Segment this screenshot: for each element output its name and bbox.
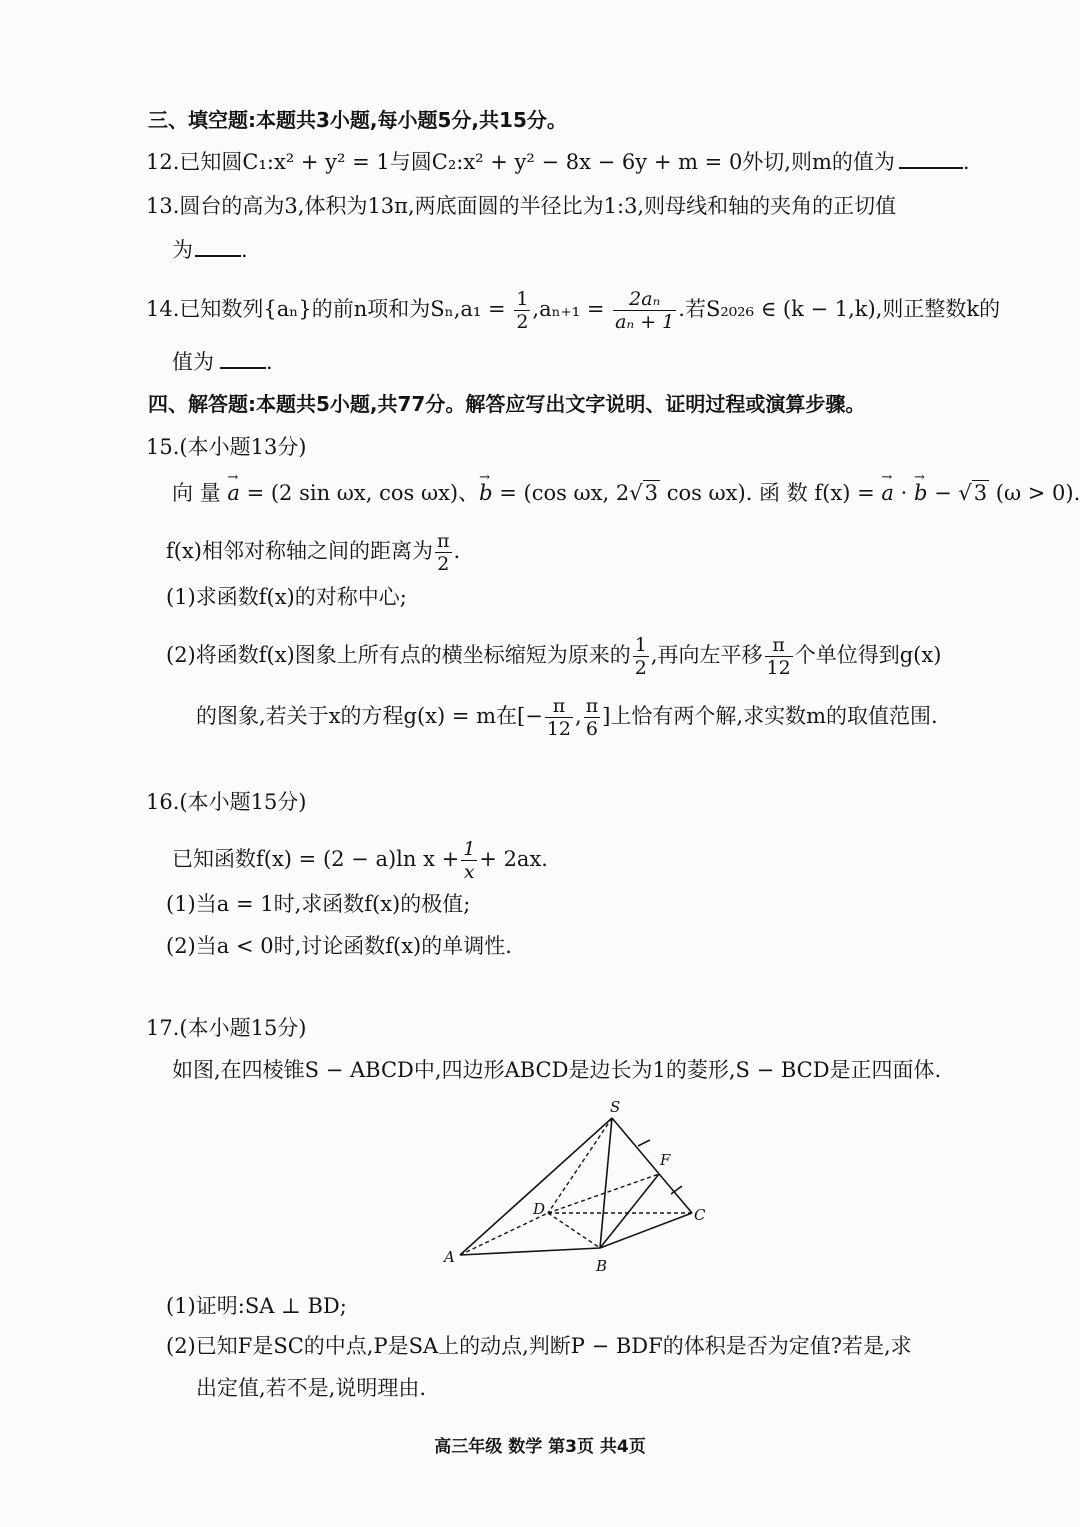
tick-mark bbox=[638, 1140, 650, 1146]
question-17-part1: (1)证明:SA ⊥ BD; bbox=[166, 1294, 347, 1318]
edge-SA bbox=[460, 1118, 612, 1255]
question-15-heading: 15.(本小题13分) bbox=[146, 435, 307, 459]
question-text: (2)将函数f(x)图象上所有点的横坐标缩短为原来的 bbox=[166, 643, 631, 667]
dot-operator: · bbox=[893, 481, 914, 505]
question-15-part2 bbox=[166, 634, 941, 679]
denominator: 2 bbox=[634, 657, 647, 679]
question-text: . bbox=[453, 539, 461, 563]
question-text: .若S₂₀₂₆ ∈ (k − 1,k),则正整数k的 bbox=[678, 297, 1001, 321]
question-text: + 2ax. bbox=[479, 847, 548, 871]
question-text: 的图象,若关于x的方程g(x) = m在[− bbox=[196, 704, 543, 728]
fraction-pi-over-6 bbox=[584, 695, 601, 740]
answer-blank bbox=[899, 149, 963, 169]
numerator: 1 bbox=[634, 634, 647, 656]
question-14-line2 bbox=[172, 348, 273, 376]
question-text: ,aₙ₊₁ = bbox=[532, 297, 605, 321]
denominator: 6 bbox=[585, 718, 599, 740]
question-text: , bbox=[575, 704, 582, 728]
question-17-heading: 17.(本小题15分) bbox=[146, 1016, 307, 1040]
question-15-part2-line2 bbox=[196, 695, 938, 740]
radicand: 3 bbox=[973, 481, 988, 505]
denominator: 12 bbox=[766, 657, 791, 679]
numerator: π bbox=[545, 695, 573, 718]
question-text: cos ωx). 函 数 f(x) = bbox=[660, 481, 875, 505]
period: . bbox=[962, 150, 970, 174]
section-answer-heading: 四、解答题:本题共5小题,共77分。解答应写出文字说明、证明过程或演算步骤。 bbox=[148, 392, 866, 416]
question-17-line1: 如图,在四棱锥S − ABCD中,四边形ABCD是边长为1的菱形,S − BCD是正四面体. bbox=[172, 1058, 942, 1082]
question-text: 为 bbox=[172, 238, 193, 262]
question-15-part1: (1)求函数f(x)的对称中心; bbox=[166, 585, 407, 609]
numerator: π bbox=[437, 530, 450, 552]
section-fill-in-heading: 三、填空题:本题共3小题,每小题5分,共15分。 bbox=[148, 108, 567, 132]
question-16-line1 bbox=[172, 838, 548, 883]
radicand: 3 bbox=[644, 481, 659, 505]
vector-b: → b bbox=[914, 479, 927, 507]
question-13-line2 bbox=[172, 236, 248, 264]
question-16-part1: (1)当a = 1时,求函数f(x)的极值; bbox=[166, 892, 471, 916]
answer-blank bbox=[220, 349, 266, 369]
question-12 bbox=[146, 148, 970, 176]
question-number: 12. bbox=[146, 150, 180, 174]
question-text: 向 量 bbox=[172, 481, 221, 505]
edge-AD bbox=[460, 1213, 548, 1255]
sqrt-symbol: √ bbox=[958, 481, 972, 505]
edge-DB bbox=[548, 1213, 600, 1248]
fraction-pi-over-12 bbox=[765, 634, 793, 679]
sqrt-symbol: √ bbox=[629, 481, 643, 505]
edge-AB bbox=[460, 1248, 600, 1255]
edge-SD bbox=[548, 1118, 612, 1213]
question-17-part2-line2: 出定值,若不是,说明理由. bbox=[196, 1376, 427, 1400]
question-text: ]上恰有两个解,求实数m的取值范围. bbox=[602, 704, 938, 728]
numerator: 1 bbox=[516, 288, 529, 310]
vector-a: → a bbox=[227, 479, 240, 507]
denominator: aₙ + 1 bbox=[615, 311, 675, 333]
fraction-pi-over-2 bbox=[435, 530, 452, 575]
fraction-half bbox=[633, 634, 649, 679]
fraction-one-over-x bbox=[461, 838, 477, 883]
answer-blank bbox=[195, 237, 241, 257]
label-D: D bbox=[533, 1200, 546, 1218]
edge-SB bbox=[600, 1118, 612, 1248]
question-text: 已知圆C₁:x² + y² = 1与圆C₂:x² + y² − 8x − 6y + m = 0外切,则m的值为 bbox=[179, 150, 895, 174]
label-A: A bbox=[444, 1248, 455, 1266]
vector-b: → b bbox=[479, 479, 492, 507]
question-text: (ω > 0). bbox=[989, 481, 1080, 505]
denominator: 2 bbox=[516, 311, 529, 333]
question-number: 13. bbox=[146, 194, 180, 218]
pyramid-figure bbox=[420, 1090, 720, 1280]
label-B: B bbox=[596, 1257, 608, 1275]
denominator: 2 bbox=[437, 553, 450, 575]
question-16-part2: (2)当a < 0时,讨论函数f(x)的单调性. bbox=[166, 934, 512, 958]
question-text: 已知数列{aₙ}的前n项和为Sₙ,a₁ = bbox=[179, 297, 506, 321]
edge-SC bbox=[612, 1118, 692, 1213]
question-text: 已知函数f(x) = (2 − a)ln x + bbox=[172, 847, 460, 871]
question-text: = (cos ωx, 2 bbox=[492, 481, 630, 505]
question-14 bbox=[146, 288, 1000, 333]
period: . bbox=[241, 238, 248, 262]
question-number: 14. bbox=[146, 297, 180, 321]
fraction-pi-over-12 bbox=[545, 695, 573, 740]
numerator: 2aₙ bbox=[613, 288, 676, 311]
numerator: π bbox=[585, 695, 599, 717]
period: . bbox=[266, 350, 273, 374]
question-text: f(x)相邻对称轴之间的距离为 bbox=[166, 539, 434, 563]
question-16-heading: 16.(本小题15分) bbox=[146, 790, 307, 814]
label-F: F bbox=[660, 1151, 671, 1169]
question-15-line2 bbox=[166, 530, 460, 575]
question-text: 个单位得到g(x) bbox=[794, 643, 942, 667]
question-text: 值为 bbox=[172, 350, 214, 374]
label-C: C bbox=[694, 1206, 706, 1224]
question-13 bbox=[146, 192, 896, 220]
page-footer: 高三年级 数学 第3页 共4页 bbox=[434, 1437, 646, 1457]
vector-a: → a bbox=[881, 479, 894, 507]
numerator: π bbox=[765, 634, 793, 657]
label-S: S bbox=[610, 1098, 621, 1116]
question-text: = (2 sin ωx, cos ωx)、 bbox=[239, 481, 480, 505]
denominator: 12 bbox=[546, 718, 572, 740]
question-text: ,再向左平移 bbox=[650, 643, 763, 667]
question-15-line1 bbox=[172, 479, 1080, 507]
fraction-recurrence bbox=[613, 288, 676, 333]
numerator: 1 bbox=[463, 838, 476, 860]
fraction-a1 bbox=[514, 288, 530, 333]
question-17-part2: (2)已知F是SC的中点,P是SA上的动点,判断P − BDF的体积是否为定值?若是,求 bbox=[166, 1334, 912, 1358]
question-text: 圆台的高为3,体积为13π,两底面圆的半径比为1:3,则母线和轴的夹角的正切值 bbox=[179, 194, 897, 218]
question-text: − bbox=[927, 481, 959, 505]
denominator: x bbox=[463, 861, 475, 883]
